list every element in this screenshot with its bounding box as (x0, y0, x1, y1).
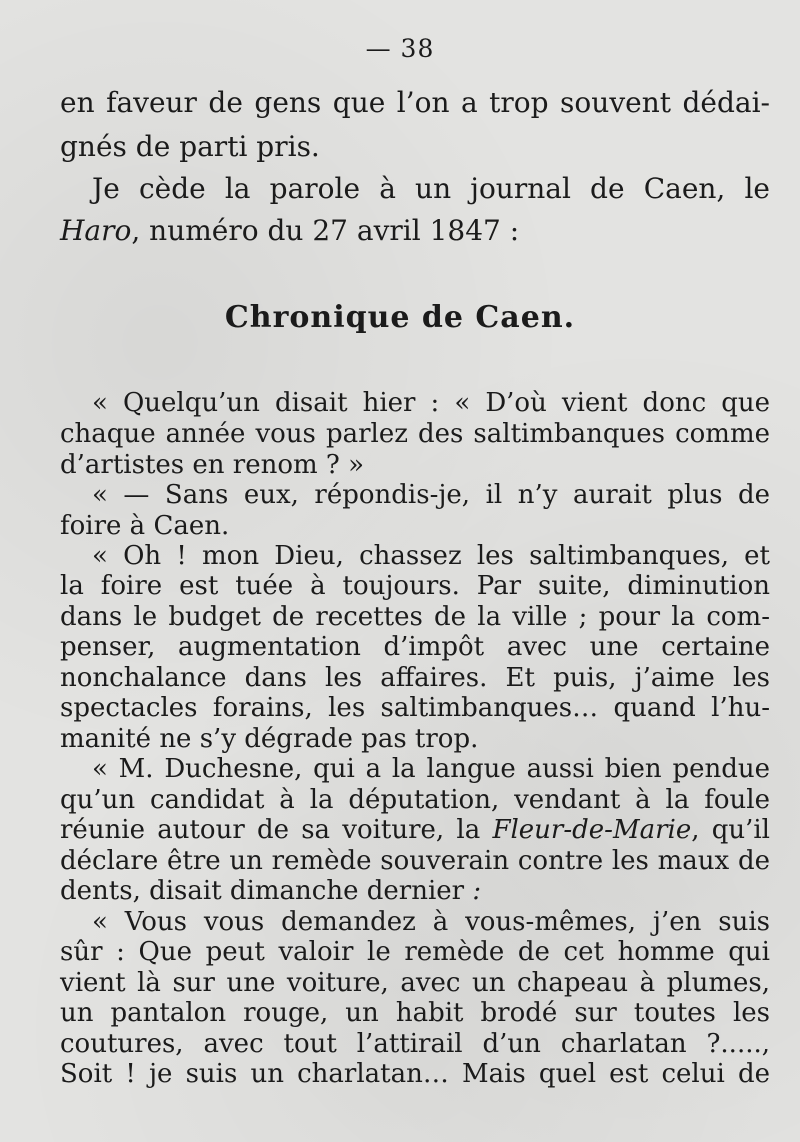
text-line: coutures, avec tout l’attirail d’un charlatan ?....., (60, 1029, 770, 1059)
journal-title: Haro (60, 214, 132, 247)
text-line: Soit ! je suis un charlatan… Mais quel est celui de (60, 1059, 770, 1089)
text-line: « M. Duchesne, qui a la langue aussi bien pendue (92, 754, 770, 784)
text-line: « Quelqu’un disait hier : « D’où vient donc que (92, 388, 770, 418)
text-line: « — Sans eux, répondis-je, il n’y aurait plus de (92, 480, 770, 510)
text-line: vient là sur une voiture, avec un chapeau à plumes, (60, 968, 770, 998)
remedy-name: Fleur-de-Marie (492, 815, 692, 845)
text-line (60, 815, 770, 845)
text-line: gnés de parti pris. (60, 130, 320, 163)
text-line: Je cède la parole à un journal de Caen, le (92, 172, 770, 205)
text-line: déclare être un remède souverain contre les maux de (60, 846, 770, 876)
text-line: dans le budget de recettes de la ville ; pour la com- (60, 602, 770, 632)
text-line: un pantalon rouge, un habit brodé sur toutes les (60, 998, 770, 1028)
text-fragment: dents, disait dimanche dernier (60, 876, 473, 906)
text-line (60, 214, 770, 248)
text-line (60, 876, 770, 906)
text-line: qu’un candidat à la députation, vendant à la foule (60, 785, 770, 815)
text-line: manité ne s’y dégrade pas trop. (60, 724, 479, 754)
text-line: penser, augmentation d’impôt avec une certaine (60, 632, 770, 662)
section-heading: Chronique de Caen. (224, 300, 576, 335)
text-fragment: : (472, 876, 482, 906)
text-line: chaque année vous parlez des saltimbanques comme (60, 419, 770, 449)
text-line: nonchalance dans les affaires. Et puis, j’aime les (60, 663, 770, 693)
text-fragment: , numéro du 27 avril 1847 : (131, 214, 520, 247)
text-line: foire à Caen. (60, 511, 230, 541)
page-number: — 38 (365, 34, 435, 63)
text-line: « Vous vous demandez à vous-mêmes, j’en suis (92, 907, 770, 937)
text-line: spectacles forains, les saltimbanques… quand l’hu- (60, 693, 770, 723)
text-fragment: réunie autour de sa voiture, la (60, 815, 493, 845)
text-fragment: , qu’il (691, 815, 770, 845)
text-line: d’artistes en renom ? » (60, 450, 365, 480)
text-line: en faveur de gens que l’on a trop souvent dédai- (60, 86, 770, 119)
text-line: la foire est tuée à toujours. Par suite, diminution (60, 571, 770, 601)
text-line: « Oh ! mon Dieu, chassez les saltimbanques, et (92, 541, 770, 571)
text-line: sûr : Que peut valoir le remède de cet homme qui (60, 937, 770, 967)
